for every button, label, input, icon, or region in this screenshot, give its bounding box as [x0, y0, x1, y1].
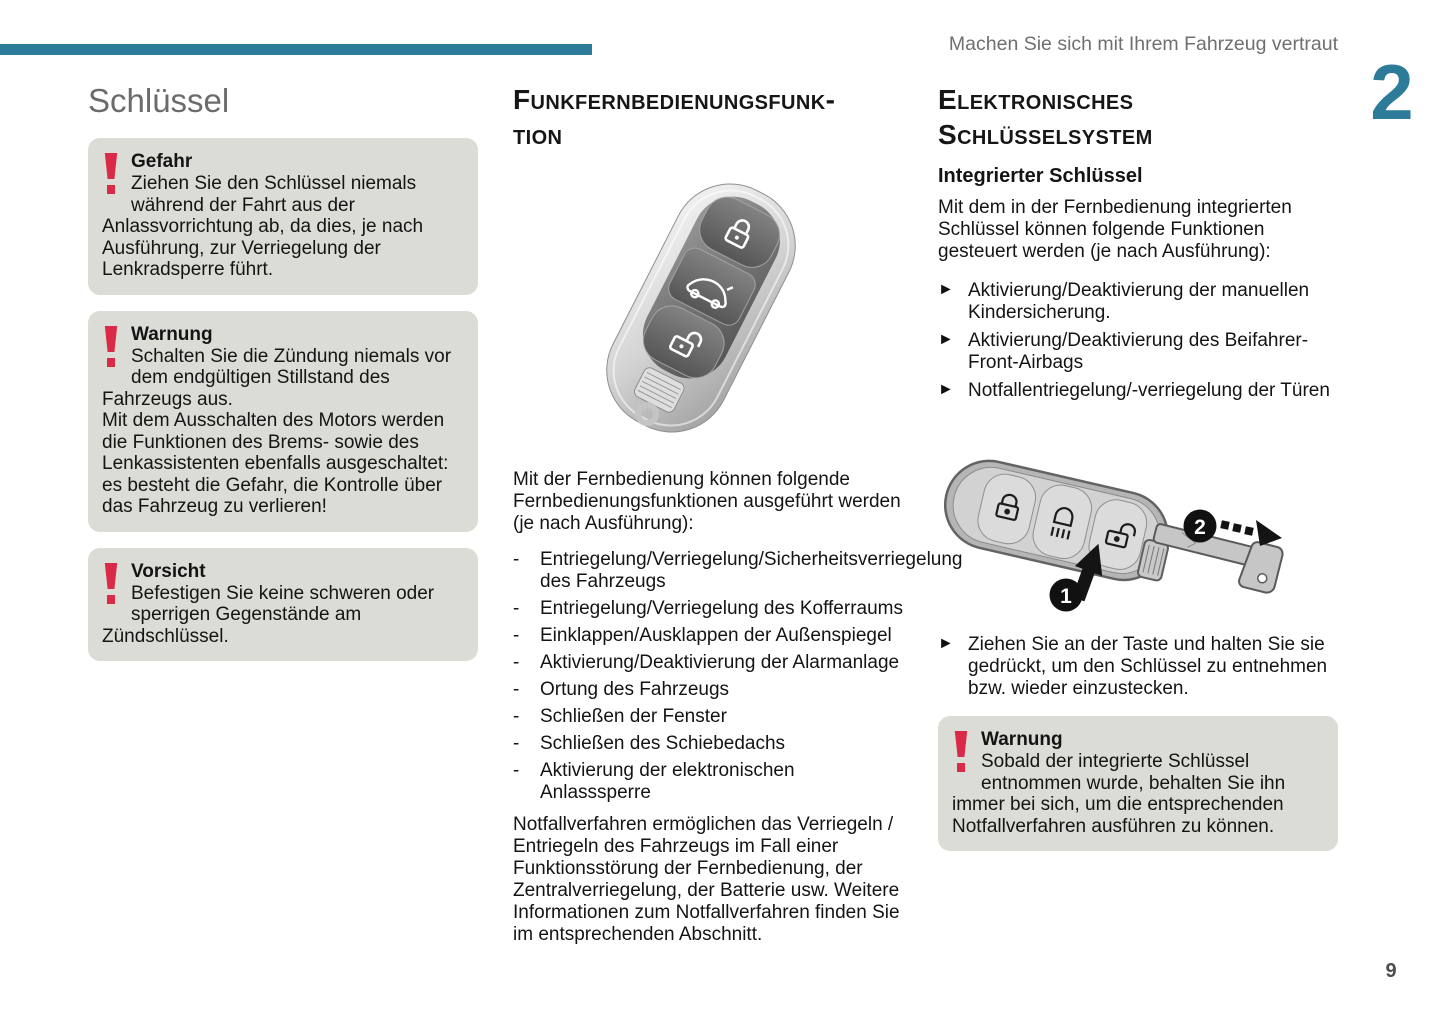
list-item-text: Notfallentriegelung/-verriegelung der Türen [968, 380, 1330, 401]
integrated-key-list [938, 280, 1338, 402]
list-item-text: Einklappen/Ausklappen der Außenspiegel [540, 625, 892, 646]
key-removal-instruction [938, 634, 1338, 700]
caution-box [88, 548, 478, 662]
warning-box [938, 716, 1338, 851]
electronic-key-title [938, 82, 1338, 152]
dash-bullet: - [513, 598, 520, 619]
list-item [513, 733, 909, 755]
alert-title: Warnung [981, 729, 1063, 750]
title-line-1: Funkfernbedienungsfunk- [513, 84, 836, 115]
alert-title: Vorsicht [131, 560, 206, 582]
list-item [513, 760, 909, 804]
middle-column [513, 82, 963, 946]
alert-paragraph: Ziehen Sie den Schlüssel niemals während der Fahrt aus der Anlassvorrichtung ab, da dies, je nach Ausführung, zur Verriegelung der Lenkradsperre führt. [102, 173, 424, 280]
list-item [513, 625, 909, 647]
list-item [513, 598, 909, 620]
triangle-bullet: ► [938, 281, 954, 298]
warning-box [88, 311, 478, 532]
list-item-text: Schließen des Schiebedachs [540, 733, 786, 754]
list-item [513, 652, 909, 674]
alert-paragraph: Schalten Sie die Zündung niemals vor dem endgültigen Stillstand des Fahrzeugs aus. [102, 345, 452, 410]
left-column [88, 82, 478, 677]
alert-paragraph: Befestigen Sie keine schweren oder sperrigen Gegenstände am Zündschlüssel. [102, 582, 435, 647]
exclamation-icon [104, 153, 118, 195]
callout-2-label: 2 [1194, 516, 1206, 539]
list-item-text: Schließen der Fenster [540, 706, 727, 727]
callout-1-label: 1 [1060, 585, 1072, 608]
remote-key-photo [513, 166, 909, 461]
alert-paragraph: Sobald der integrierte Schlüssel entnommen wurde, behalten Sie ihn immer bei sich, um die entsprechenden Notfallverfahren ausführen zu können. [952, 751, 1286, 837]
triangle-bullet: ► [938, 381, 954, 398]
alert-title: Gefahr [131, 151, 193, 172]
list-item [938, 380, 1338, 402]
remote-intro: Mit der Fernbedienung können folgende Fernbedienungsfunktionen ausgeführt werden (je nach Ausführung): [513, 469, 901, 534]
dash-bullet: - [513, 549, 520, 570]
key-extraction-diagram [938, 414, 1338, 624]
triangle-bullet: ► [938, 331, 954, 348]
list-item-text: Aktivierung/Deaktivierung des Beifahrer-Front-Airbags [968, 330, 1309, 373]
alert-text [952, 751, 1324, 837]
list-item [513, 679, 909, 701]
alert-text [102, 583, 464, 648]
dash-bullet: - [513, 760, 520, 781]
exclamation-icon [104, 326, 118, 368]
alert-text [102, 346, 464, 518]
list-item-text: Entriegelung/Verriegelung des Kofferraums [540, 598, 903, 619]
remote-function-list [513, 549, 963, 804]
running-header: Machen Sie sich mit Ihrem Fahrzeug vertraut [948, 33, 1338, 55]
list-item-text: Aktivierung/Deaktivierung der manuellen Kindersicherung. [968, 280, 1310, 323]
list-item-text: Ortung des Fahrzeugs [540, 679, 730, 700]
list-item [938, 280, 1338, 324]
remote-outro: Notfallverfahren ermöglichen das Verriegeln / Entriegeln des Fahrzeugs im Fall einer Funktionsstörung der Fernbedienung, der Zentralverriegelung, der Batterie usw. Weitere Informationen zum Notfallverfahren finden Sie im entsprechenden Abschnitt. [513, 814, 900, 945]
dash-bullet: - [513, 706, 520, 727]
dash-bullet: - [513, 652, 520, 673]
list-item-text: Aktivierung/Deaktivierung der Alarmanlage [540, 652, 900, 673]
dash-bullet: - [513, 625, 520, 646]
list-item [513, 549, 963, 593]
title-line-1: Elektronisches [938, 84, 1134, 115]
alert-title: Warnung [131, 323, 213, 345]
instruction-text: Ziehen Sie an der Taste und halten Sie sie gedrückt, um den Schlüssel zu entnehmen bzw. wieder einzustecken. [968, 634, 1328, 699]
right-column [938, 82, 1338, 867]
header-rule [0, 44, 592, 55]
remote-functions-title [513, 82, 909, 152]
dash-bullet: - [513, 733, 520, 754]
list-item-text: Entriegelung/Verriegelung/Sicherheitsverriegelung des Fahrzeugs [540, 549, 963, 592]
chapter-number: 2 [1370, 48, 1414, 136]
list-item [513, 706, 909, 728]
exclamation-icon [104, 563, 118, 605]
integrated-key-intro: Mit dem in der Fernbedienung integrierten Schlüssel können folgende Funktionen gesteuert werden (je nach Ausführung): [938, 197, 1292, 262]
title-line-2: tion [513, 119, 563, 150]
alert-paragraph: Mit dem Ausschalten des Motors werden die Funktionen des Brems- sowie des Lenkassistenten ebenfalls ausgeschaltet: es besteht die Gefahr, die Kontrolle über das Fahrzeug zu verlieren! [102, 410, 449, 517]
list-item [938, 330, 1338, 374]
page-number: 9 [1385, 960, 1397, 982]
section-title: Schlüssel [88, 82, 230, 119]
title-line-2: Schlüsselsystem [938, 119, 1153, 150]
dash-bullet: - [513, 679, 520, 700]
danger-box [88, 138, 478, 295]
alert-text [102, 173, 464, 281]
list-item-text: Aktivierung der elektronischen Anlasssperre [540, 760, 795, 803]
exclamation-icon [954, 731, 968, 773]
integrated-key-subtitle: Integrierter Schlüssel [938, 165, 1143, 187]
triangle-bullet: ► [938, 635, 954, 652]
